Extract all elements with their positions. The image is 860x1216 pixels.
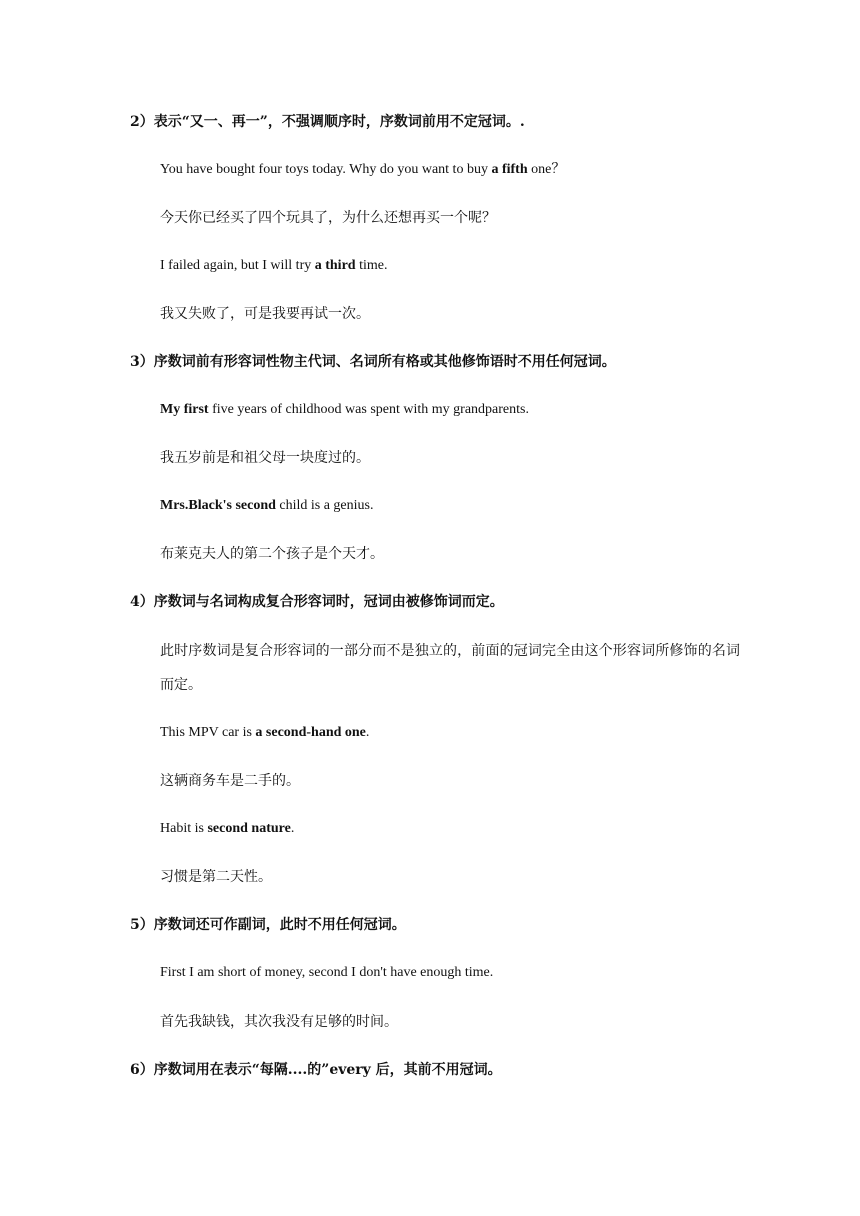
example-sentence-en (160, 160, 565, 180)
example-text: Habit is (160, 821, 208, 836)
example-text: five years of childhood was spent with my grandparents. (208, 402, 529, 417)
example-text: You have bought four toys today. Why do you want to buy (160, 162, 492, 177)
example-sentence-en (160, 256, 387, 276)
example-highlight: My first (160, 402, 209, 417)
example-sentence-en: First I am short of money, second I don't have enough time. (160, 965, 494, 980)
section-heading-2: 2）表示“又一、再一”，不强调顺序时，序数词前用不定冠词。. (130, 114, 525, 130)
example-translation-zh: 习惯是第二天性。 (160, 869, 272, 885)
example-translation-zh: 今天你已经买了四个玩具了，为什么还想再买一个呢？ (160, 210, 496, 226)
section-heading-6: 6）序数词用在表示“每隔....的”every 后，其前不用冠词。 (130, 1062, 502, 1078)
explanation-paragraph: 此时序数词是复合形容词的一部分而不是独立的，前面的冠词完全由这个形容词所修饰的名词而定。 (160, 643, 740, 693)
example-highlight: Mrs.Black's second (160, 498, 276, 513)
example-translation-zh: 首先我缺钱，其次我没有足够的时间。 (160, 1014, 398, 1030)
section-heading-4: 4）序数词与名词构成复合形容词时，冠词由被修饰词而定。 (130, 594, 504, 610)
example-sentence-en (160, 400, 529, 420)
example-text: This MPV car is (160, 725, 256, 740)
example-highlight: a fifth (491, 162, 528, 177)
example-translation-zh: 我又失败了，可是我要再试一次。 (160, 306, 370, 322)
example-translation-zh: 我五岁前是和祖父母一块度过的。 (160, 450, 370, 466)
example-text: I failed again, but I will try (160, 258, 315, 273)
example-sentence-en (160, 819, 294, 839)
example-translation-zh: 布莱克夫人的第二个孩子是个天才。 (160, 546, 384, 562)
example-text: . (365, 725, 370, 740)
example-sentence-en (160, 496, 374, 516)
example-text: child is a genius. (275, 498, 374, 513)
example-highlight: second nature (207, 821, 291, 836)
example-highlight: a second-hand one (255, 725, 366, 740)
example-translation-zh: 这辆商务车是二手的。 (160, 773, 300, 789)
example-text: time. (355, 258, 388, 273)
example-sentence-en (160, 723, 369, 743)
example-text: . (290, 821, 295, 836)
section-heading-5: 5）序数词还可作副词，此时不用任何冠词。 (130, 917, 406, 933)
example-text: one？ (527, 162, 566, 177)
example-highlight: a third (314, 258, 356, 273)
section-heading-3: 3）序数词前有形容词性物主代词、名词所有格或其他修饰语时不用任何冠词。 (130, 354, 616, 370)
